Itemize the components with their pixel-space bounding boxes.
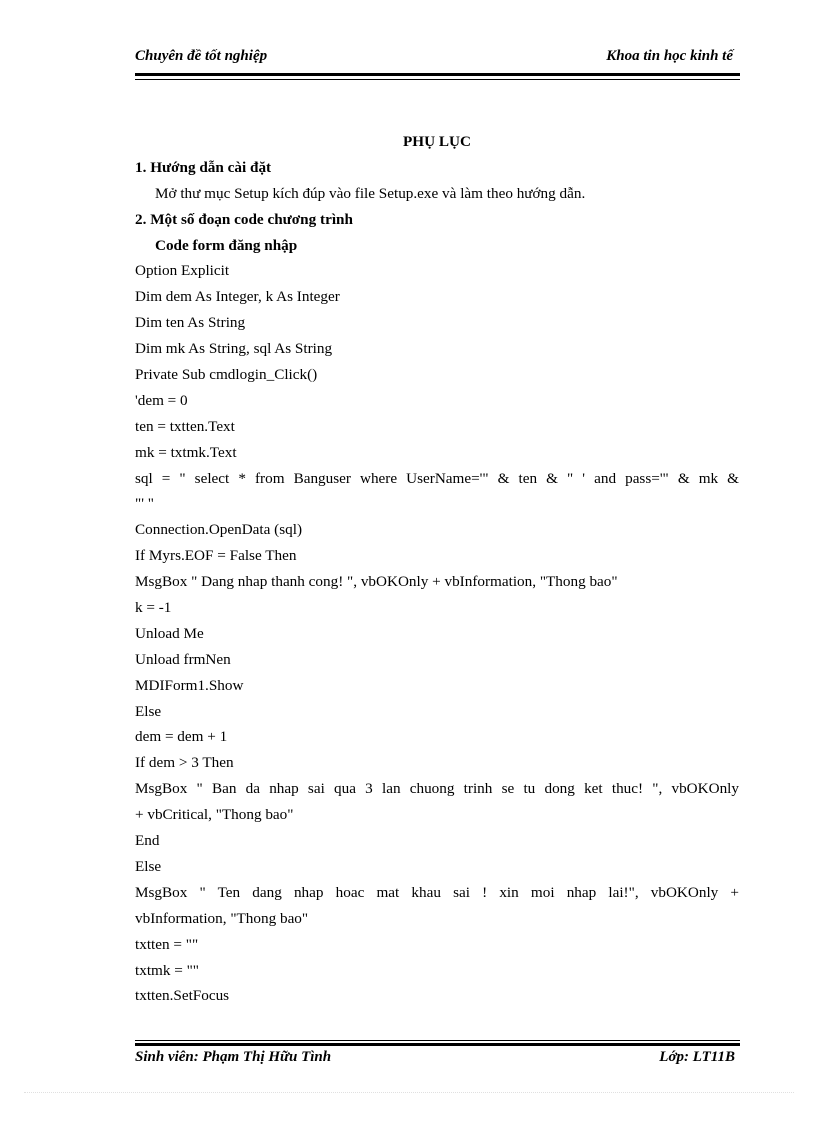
code-line: MsgBox " Dang nhap thanh cong! ", vbOKOnly + vbInformation, "Thong bao" [135, 573, 618, 591]
code-line: Unload Me [135, 624, 204, 642]
code-line: Unload frmNen [135, 650, 231, 668]
code-line: Option Explicit [135, 262, 230, 280]
header-faculty-label: Khoa tin học kinh tế [606, 48, 733, 64]
footer-class-label: Lớp: LT11B [659, 1049, 735, 1065]
code-line: MDIForm1.Show [135, 676, 244, 694]
section-heading-install: 1. Hướng dẫn cài đặt [135, 158, 272, 176]
code-listing [135, 258, 739, 1009]
code-line: ten = txtten.Text [135, 417, 235, 435]
page-footer [135, 1049, 739, 1071]
footer-rule-thin [135, 1040, 740, 1041]
header-rule-thick [135, 73, 740, 76]
section-heading-code: 2. Một số đoạn code chương trình [135, 210, 353, 228]
code-line: Else [135, 702, 162, 720]
code-line: If Myrs.EOF = False Then [135, 547, 297, 565]
code-line: dem = dem + 1 [135, 728, 228, 746]
code-line: mk = txtmk.Text [135, 443, 237, 461]
appendix-title: PHỤ LỤC [403, 133, 471, 150]
code-line: Else [135, 857, 162, 875]
header-thesis-label: Chuyên đề tốt nghiệp [135, 48, 268, 64]
code-line: Dim dem As Integer, k As Integer [135, 288, 340, 306]
page-header [135, 48, 739, 70]
code-line: Dim ten As String [135, 314, 246, 332]
page-bottom-divider [24, 1092, 794, 1093]
code-line: + vbCritical, "Thong bao" [135, 806, 294, 824]
install-instructions: Mở thư mục Setup kích đúp vào file Setup.exe và làm theo hướng dẫn. [155, 184, 586, 202]
code-line: sql = " select * from Banguser where UserName='" & ten & " ' and pass='" & mk & [135, 469, 739, 487]
code-line: txtten.SetFocus [135, 987, 230, 1005]
code-line: txtten = "" [135, 935, 199, 953]
code-line: 'dem = 0 [135, 391, 188, 409]
code-line: vbInformation, "Thong bao" [135, 909, 309, 927]
code-line: txtmk = "" [135, 961, 199, 979]
code-line: "' " [135, 495, 154, 513]
footer-rule-thick [135, 1043, 740, 1046]
code-line: Private Sub cmdlogin_Click() [135, 366, 318, 384]
code-subheading: Code form đăng nhập [155, 236, 298, 254]
code-line: Dim mk As String, sql As String [135, 340, 333, 358]
code-line: End [135, 832, 160, 850]
code-line: If dem > 3 Then [135, 754, 234, 772]
code-line: MsgBox " Ten dang nhap hoac mat khau sai ! xin moi nhap lai!", vbOKOnly + [135, 883, 739, 901]
footer-student-name: Sinh viên: Phạm Thị Hữu Tình [135, 1049, 332, 1065]
page-content [135, 129, 739, 1009]
header-rule-thin [135, 79, 740, 80]
code-line: MsgBox " Ban da nhap sai qua 3 lan chuong trinh se tu dong ket thuc! ", vbOKOnly [135, 780, 739, 798]
code-line: Connection.OpenData (sql) [135, 521, 303, 539]
code-line: k = -1 [135, 599, 172, 617]
